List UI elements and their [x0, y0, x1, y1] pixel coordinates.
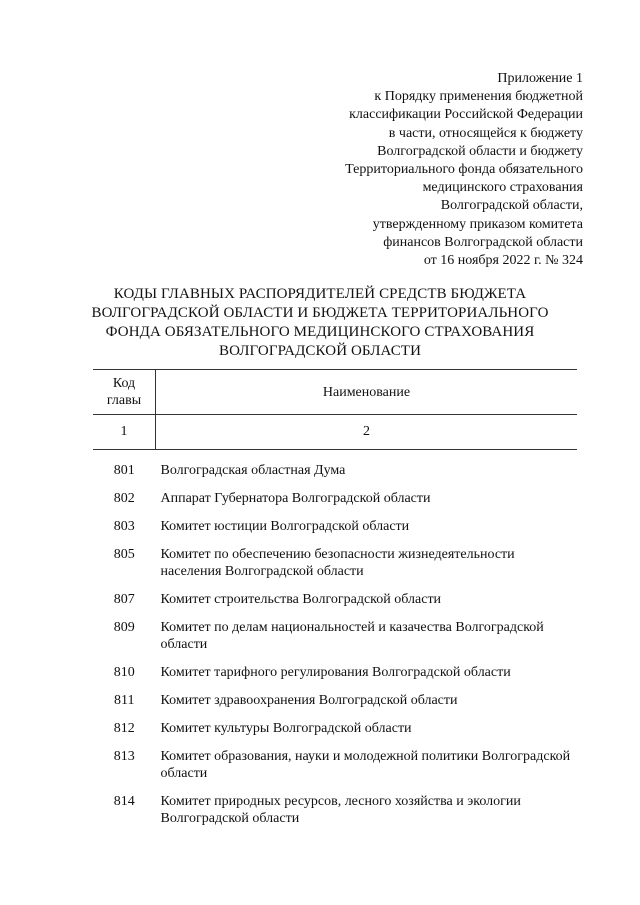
row-code: 814 — [113, 794, 135, 809]
appendix-note — [283, 70, 583, 270]
header-code-line1: Код — [112, 376, 136, 391]
appendix-line: финансов Волгоградской области — [383, 234, 583, 250]
table-row — [93, 608, 577, 653]
table-row — [93, 462, 577, 479]
row-code: 810 — [113, 665, 135, 680]
table-row — [93, 681, 577, 709]
document-title — [60, 285, 580, 361]
column-number-code: 1 — [93, 415, 156, 450]
appendix-line: медицинского страхования — [422, 180, 583, 196]
title-line: ФОНДА ОБЯЗАТЕЛЬНОГО МЕДИЦИНСКОГО СТРАХОВАНИЯ — [105, 324, 535, 340]
title-line: ВОЛГОГРАДСКОЙ ОБЛАСТИ И БЮДЖЕТА ТЕРРИТОРИАЛЬНОГО — [91, 305, 549, 321]
row-name: Комитет образования, науки и молодежной политики Волгоградской области — [160, 749, 571, 781]
table-header-row — [93, 370, 577, 415]
table-row — [93, 507, 577, 535]
row-code: 812 — [113, 721, 135, 736]
row-code: 802 — [113, 491, 135, 506]
header-name: Наименование — [156, 370, 578, 415]
row-code: 807 — [113, 592, 135, 607]
codes-table — [93, 369, 577, 827]
row-code: 811 — [114, 693, 135, 708]
appendix-line: к Порядку применения бюджетной — [374, 89, 583, 105]
row-name: Комитет здравоохранения Волгоградской области — [160, 693, 458, 708]
appendix-line: в части, относящейся к бюджету — [388, 125, 583, 141]
row-code: 813 — [113, 749, 135, 764]
row-name: Комитет строительства Волгоградской области — [160, 592, 442, 607]
title-line: ВОЛГОГРАДСКОЙ ОБЛАСТИ — [218, 343, 422, 359]
appendix-line: Приложение 1 — [497, 71, 583, 86]
row-name: Комитет тарифного регулирования Волгоградской области — [160, 665, 511, 680]
table-row — [93, 479, 577, 507]
row-name: Комитет природных ресурсов, лесного хозяйства и экологии Волгоградской области — [160, 794, 521, 826]
row-name: Волгоградская областная Дума — [160, 463, 346, 478]
appendix-line: классификации Российской Федерации — [349, 107, 583, 123]
title-line: КОДЫ ГЛАВНЫХ РАСПОРЯДИТЕЛЕЙ СРЕДСТВ БЮДЖЕТА — [113, 286, 527, 302]
table-row — [93, 709, 577, 737]
table-row — [93, 580, 577, 608]
row-name: Комитет юстиции Волгоградской области — [160, 519, 410, 534]
table-row — [93, 737, 577, 782]
appendix-line: Волгоградской области, — [440, 198, 583, 214]
column-number-name: 2 — [156, 415, 578, 450]
row-code: 803 — [113, 519, 135, 534]
table-row — [93, 653, 577, 681]
row-code: 805 — [113, 547, 135, 562]
table-row — [93, 782, 577, 827]
row-code: 809 — [113, 620, 135, 635]
header-code — [93, 370, 156, 415]
column-number-row — [93, 415, 577, 450]
table-row — [93, 535, 577, 580]
appendix-line: Волгоградской области и бюджету — [377, 143, 583, 159]
row-name: Комитет по делам национальностей и казачества Волгоградской области — [160, 620, 544, 652]
appendix-line: утвержденному приказом комитета — [372, 216, 583, 232]
row-code: 801 — [113, 463, 135, 478]
row-name: Аппарат Губернатора Волгоградской области — [160, 491, 431, 506]
header-code-line2: главы — [106, 393, 142, 408]
appendix-line: Территориального фонда обязательного — [345, 162, 583, 178]
row-name: Комитет по обеспечению безопасности жизнедеятельности населения Волгоградской области — [160, 547, 515, 579]
appendix-line: от 16 ноября 2022 г. № 324 — [423, 253, 583, 269]
row-name: Комитет культуры Волгоградской области — [160, 721, 412, 736]
